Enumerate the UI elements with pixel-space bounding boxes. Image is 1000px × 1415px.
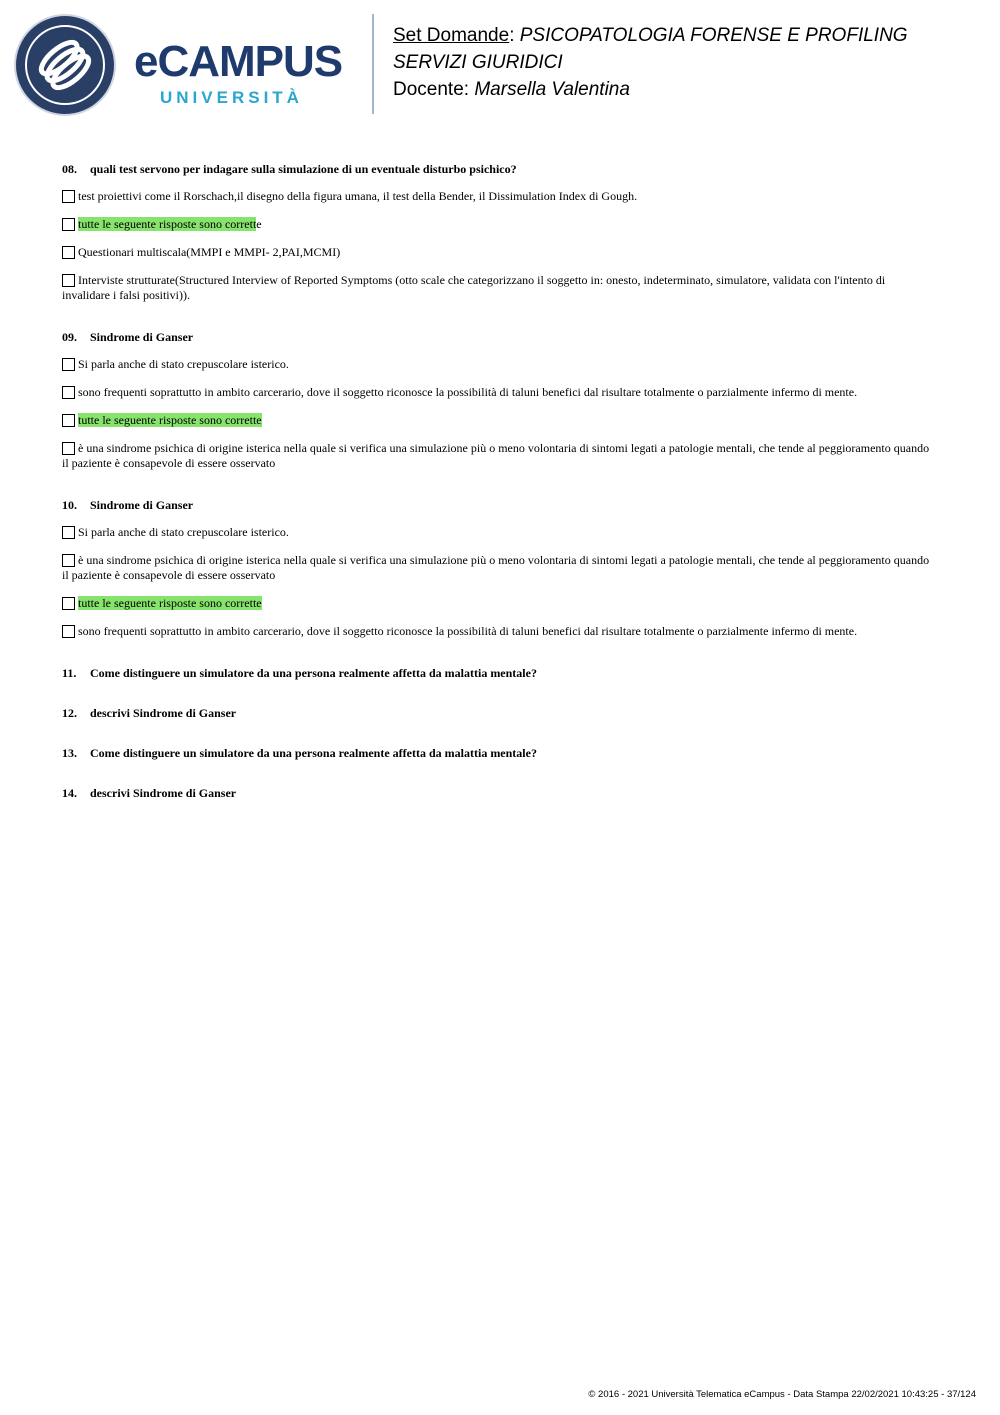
answer-checkbox[interactable] xyxy=(62,358,75,371)
correct-answer-highlight: tutte le seguente risposte sono corrette xyxy=(78,596,262,610)
teacher-label: Docente xyxy=(393,79,464,100)
answer-checkbox[interactable] xyxy=(62,526,75,539)
answer-option[interactable]: sono frequenti soprattutto in ambito carcerario, dove il soggetto riconosce la possibilità di taluni benefici dal risultare totalmente o parzialmente infermo di mente. xyxy=(62,624,932,639)
answer-option-correct[interactable] xyxy=(62,413,932,428)
question-title: 08. quali test servono per indagare sulla simulazione di un eventuale disturbo psichico? xyxy=(62,162,517,176)
answer-option[interactable]: sono frequenti soprattutto in ambito carcerario, dove il soggetto riconosce la possibilità di taluni benefici dal risultare totalmente o parzialmente infermo di mente. xyxy=(62,385,932,400)
answer-checkbox[interactable] xyxy=(62,386,75,399)
answer-checkbox[interactable] xyxy=(62,625,75,638)
ecampus-wordmark: eCAMPUS xyxy=(134,37,343,86)
answer-checkbox[interactable] xyxy=(62,554,75,567)
correct-answer-highlight: tutte le seguente risposte sono corrette xyxy=(78,413,262,427)
header-info: Set Domande: PSICOPATOLOGIA FORENSE E PROFILING SERVIZI GIURIDICI Docente: Marsella Valentina xyxy=(393,25,908,100)
question-list xyxy=(62,162,932,826)
answer-option[interactable]: Questionari multiscala(MMPI e MMPI- 2,PAI,MCMI) xyxy=(62,245,932,260)
open-question-12: 12. descrivi Sindrome di Ganser xyxy=(62,706,237,720)
answer-option[interactable]: Interviste strutturate(Structured Interview of Reported Symptoms (otto scale che categorizzano il soggetto in: onesto, indeterminato, simulatore, validata con l'intento di invalidare i falsi positivi)). xyxy=(62,273,886,302)
ecampus-seal-logo xyxy=(16,16,114,114)
open-question-list xyxy=(62,666,932,801)
correct-answer-highlight: tutte le seguente risposte sono corrett xyxy=(78,217,257,231)
answer-option-correct[interactable]: tutte le seguente risposte sono corrette xyxy=(62,217,932,232)
answer-checkbox[interactable] xyxy=(62,414,75,427)
teacher-name: Marsella Valentina xyxy=(474,79,630,100)
universita-wordmark: UNIVERSITÀ xyxy=(160,88,303,107)
answer-checkbox[interactable] xyxy=(62,442,75,455)
open-question-14: 14. descrivi Sindrome di Ganser xyxy=(62,786,237,800)
answer-option-correct[interactable] xyxy=(62,596,932,611)
answer-checkbox[interactable] xyxy=(62,218,75,231)
open-question-11: 11. Come distinguere un simulatore da una persona realmente affetta da malattia mentale? xyxy=(62,666,537,680)
set-label: Set Domande xyxy=(393,25,510,46)
question-title: 10. Sindrome di Ganser xyxy=(62,498,194,512)
open-question-13: 13. Come distinguere un simulatore da una persona realmente affetta da malattia mentale? xyxy=(62,746,537,760)
answer-checkbox[interactable] xyxy=(62,274,75,287)
header-divider xyxy=(372,14,374,114)
question-09 xyxy=(62,330,932,471)
answer-option[interactable]: è una sindrome psichica di origine isterica nella quale si verifica una simulazione più o meno volontaria di sintomi legati a patologie mentali, che tende al peggioramento quando il paziente è consapevole di essere osservato xyxy=(62,441,930,470)
page-footer: © 2016 - 2021 Università Telematica eCampus - Data Stampa 22/02/2021 10:43:25 - 37/124 xyxy=(588,1389,976,1400)
answer-checkbox[interactable] xyxy=(62,190,75,203)
answer-checkbox[interactable] xyxy=(62,246,75,259)
question-08 xyxy=(62,162,932,303)
question-title: 09. Sindrome di Ganser xyxy=(62,330,194,344)
answer-option[interactable]: Si parla anche di stato crepuscolare isterico. xyxy=(62,525,932,540)
course-title: PSICOPATOLOGIA FORENSE E PROFILING SERVIZI GIURIDICI xyxy=(393,25,908,73)
answer-option[interactable]: test proiettivi come il Rorschach,il disegno della figura umana, il test della Bender, il Dissimulation Index di Gough. xyxy=(62,189,932,204)
answer-option[interactable]: Si parla anche di stato crepuscolare isterico. xyxy=(62,357,932,372)
answer-checkbox[interactable] xyxy=(62,597,75,610)
question-10 xyxy=(62,498,932,639)
answer-option[interactable]: è una sindrome psichica di origine isterica nella quale si verifica una simulazione più o meno volontaria di sintomi legati a patologie mentali, che tende al peggioramento quando il paziente è consapevole di essere osservato xyxy=(62,553,930,582)
page-header xyxy=(0,0,1000,130)
